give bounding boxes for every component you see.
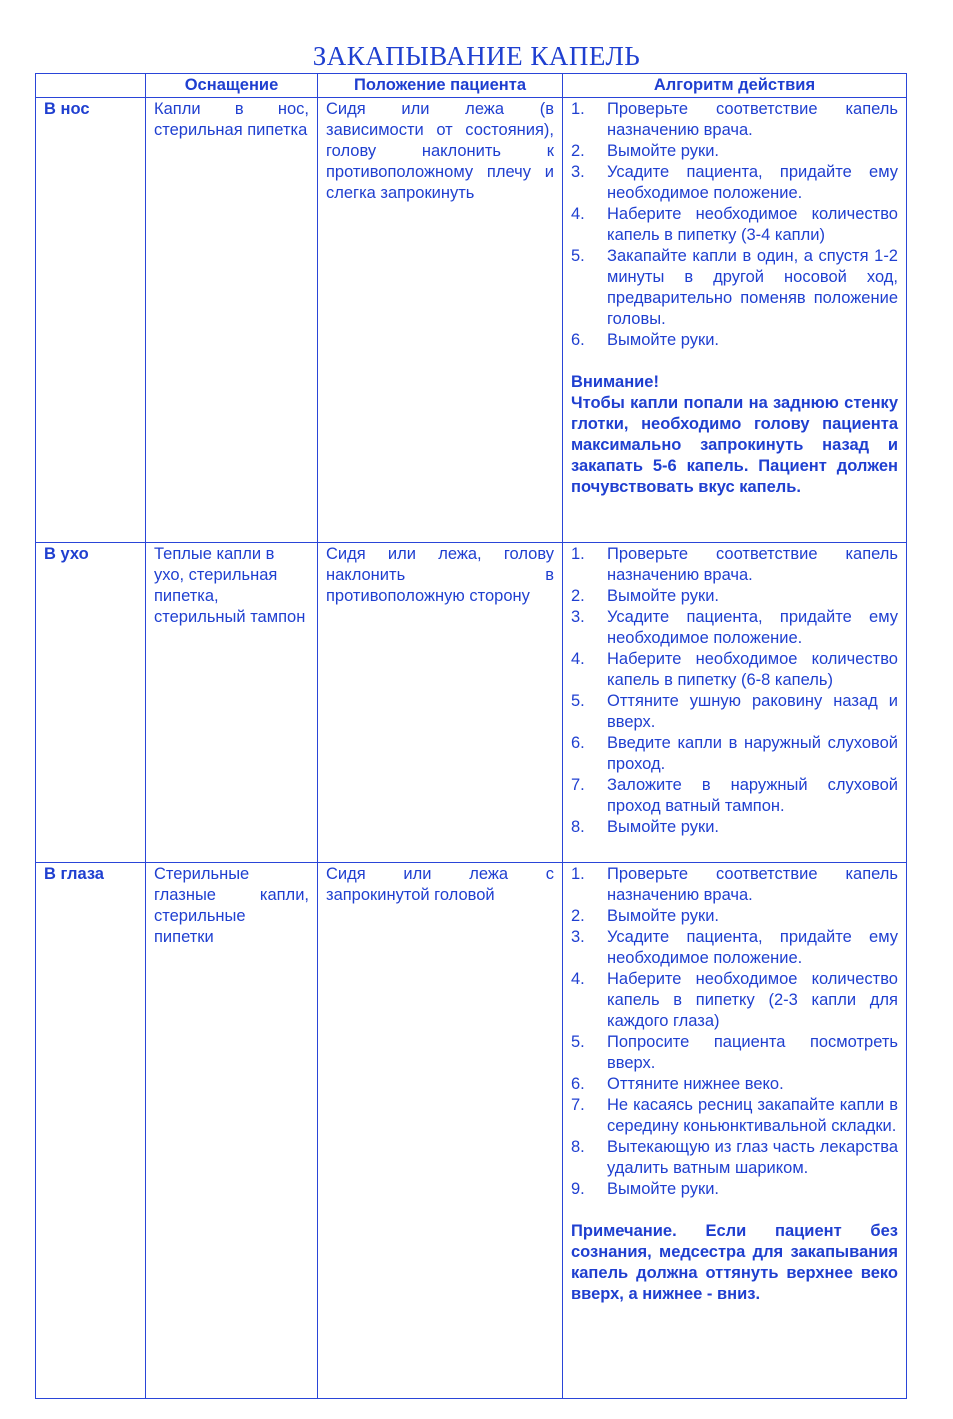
table-row-ear [36,543,907,863]
step-number: 4. [571,650,585,668]
step-text: Вымойте руки. [607,907,719,925]
step-number: 9. [571,1180,585,1198]
step-text: Вытекающую из глаз часть лекарства удалить ватным шариком. [607,1138,898,1177]
attention-note [571,372,898,498]
steps-list [571,99,898,351]
step-number: 2. [571,907,585,925]
attention-title: Внимание! [571,373,659,391]
step-number: 8. [571,818,585,836]
step-number: 6. [571,331,585,349]
step-text: Вымойте руки. [607,587,719,605]
step-number: 7. [571,1096,585,1114]
step-text: Наберите необходимое количество капель в пипетку (2-3 капли для каждого глаза) [607,970,898,1030]
list-item [571,141,898,162]
list-item [571,927,898,969]
step-text: Закапайте капли в один, а спустя 1-2 минуты в другой носовой ход, предварительно поменяв положение головы. [607,247,898,328]
list-item [571,544,898,586]
remark-note: Примечание. Если пациент без сознания, медсестра для закапывания капель должна оттянуть верхнее веко вверх, а нижнее - вниз. [571,1222,898,1303]
header-equipment: Оснащение [146,74,318,98]
attention-text: Чтобы капли попали на заднюю стенку глотки, необходимо голову пациента максимально запрокинуть назад и закапать 5-6 капель. Пациент должен почувствовать вкус капель. [571,394,898,496]
list-item [571,906,898,927]
list-item [571,204,898,246]
step-number: 1. [571,865,585,883]
equipment-cell: Капли в нос, стерильная пипетка [146,98,318,543]
table-row-nose [36,98,907,543]
step-text: Проверьте соответствие капель назначению врача. [607,100,898,139]
list-item [571,775,898,817]
list-item [571,691,898,733]
step-text: Вымойте руки. [607,331,719,349]
list-item [571,1032,898,1074]
header-row [36,74,907,98]
step-number: 3. [571,608,585,626]
list-item [571,817,898,838]
step-number: 1. [571,100,585,118]
step-number: 5. [571,247,585,265]
step-text: Оттяните ушную раковину назад и вверх. [607,692,898,731]
list-item [571,733,898,775]
table-row-eyes [36,863,907,1399]
step-text: Вымойте руки. [607,1180,719,1198]
instillation-table [35,73,907,1399]
header-position: Положение пациента [318,74,563,98]
step-text: Вымойте руки. [607,142,719,160]
list-item [571,1095,898,1137]
step-number: 2. [571,587,585,605]
step-text: Введите капли в наружный слуховой проход. [607,734,898,773]
site-cell: В нос [36,98,146,543]
header-site [36,74,146,98]
step-number: 2. [571,142,585,160]
step-number: 1. [571,545,585,563]
list-item [571,99,898,141]
page-title: ЗАКАПЫВАНИЕ КАПЕЛЬ [312,41,641,71]
algorithm-cell [563,98,907,543]
position-cell: Сидя или лежа (в зависимости от состояния), голову наклонить к противоположному плечу и слегка запрокинуть [318,98,563,543]
step-number: 6. [571,734,585,752]
step-text: Попросите пациента посмотреть вверх. [607,1033,898,1072]
algorithm-cell [563,863,907,1399]
list-item [571,1074,898,1095]
site-cell: В глаза [36,863,146,1399]
position-cell: Сидя или лежа, голову наклонить в противоположную сторону [318,543,563,863]
position-cell: Сидя или лежа с запрокинутой головой [318,863,563,1399]
steps-list [571,864,898,1200]
list-item [571,1137,898,1179]
step-number: 8. [571,1138,585,1156]
list-item [571,864,898,906]
list-item [571,649,898,691]
step-text: Не касаясь ресниц закапайте капли в середину коньюнктивальной складки. [607,1096,898,1135]
list-item [571,607,898,649]
step-text: Усадите пациента, придайте ему необходимое положение. [607,928,898,967]
list-item [571,330,898,351]
step-text: Наберите необходимое количество капель в пипетку (3-4 капли) [607,205,898,244]
list-item [571,586,898,607]
step-text: Проверьте соответствие капель назначению врача. [607,545,898,584]
step-number: 3. [571,928,585,946]
header-algorithm: Алгоритм действия [563,74,907,98]
list-item [571,1179,898,1200]
step-number: 5. [571,1033,585,1051]
equipment-cell: Стерильные глазные капли, стерильные пипетки [146,863,318,1399]
equipment-cell: Теплые капли в ухо, стерильная пипетка, стерильный тампон [146,543,318,863]
list-item [571,162,898,204]
steps-list [571,544,898,838]
step-text: Проверьте соответствие капель назначению врача. [607,865,898,904]
step-text: Оттяните нижнее веко. [607,1075,784,1093]
step-number: 5. [571,692,585,710]
step-text: Заложите в наружный слуховой проход ватный тампон. [607,776,898,815]
step-number: 4. [571,205,585,223]
step-text: Усадите пациента, придайте ему необходимое положение. [607,608,898,647]
site-cell: В ухо [36,543,146,863]
step-number: 7. [571,776,585,794]
step-text: Усадите пациента, придайте ему необходимое положение. [607,163,898,202]
list-item [571,969,898,1032]
step-text: Наберите необходимое количество капель в пипетку (6-8 капель) [607,650,898,689]
step-number: 4. [571,970,585,988]
step-number: 3. [571,163,585,181]
algorithm-cell [563,543,907,863]
step-text: Вымойте руки. [607,818,719,836]
step-number: 6. [571,1075,585,1093]
list-item [571,246,898,330]
